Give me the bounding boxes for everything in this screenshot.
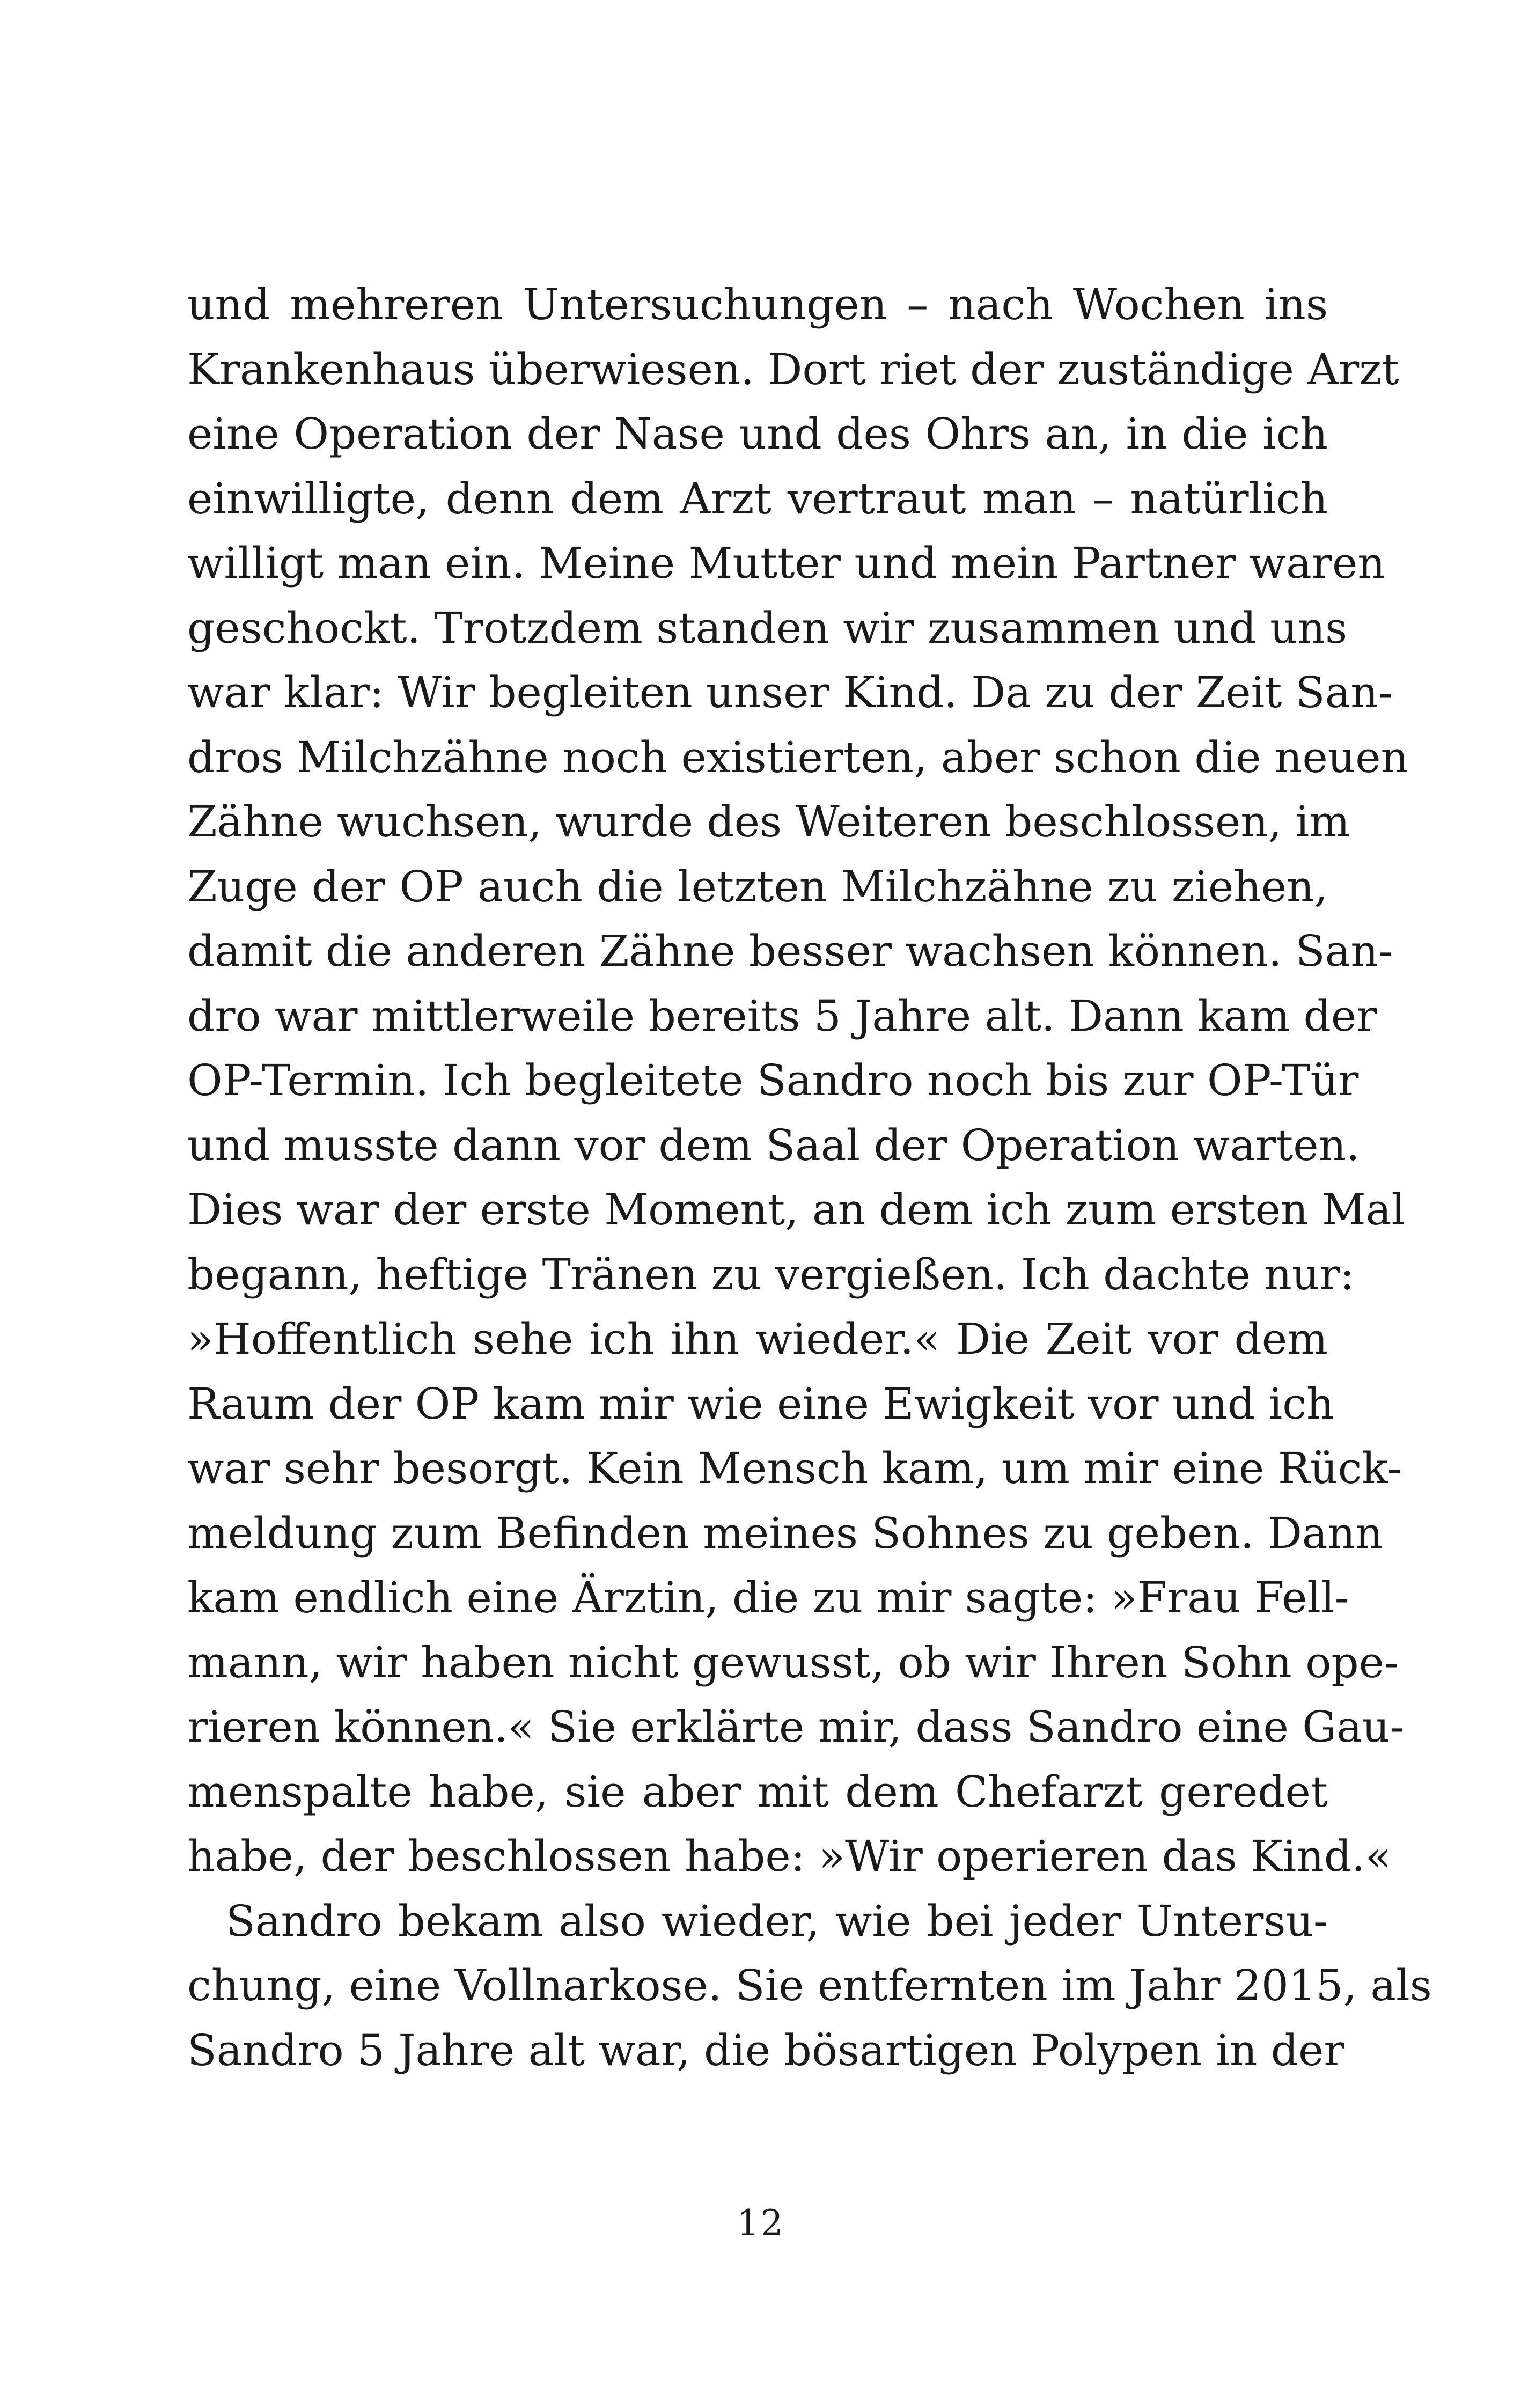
text-line: chung, eine Vollnarkose. Sie entfernten im Jahr 2015, als	[187, 1961, 1432, 2010]
text-line: und mehreren Untersuchungen – nach Wochen ins	[187, 280, 1328, 329]
body-text	[187, 273, 1432, 2083]
text-line: dro war mittlerweile bereits 5 Jahre alt. Dann kam der	[187, 990, 1377, 1041]
text-line: kam endlich eine Ärztin, die zu mir sagte: »Frau Fell-	[187, 1573, 1349, 1623]
text-line-paragraph-start: Sandro bekam also wieder, wie bei jeder Untersu-	[226, 1896, 1328, 1946]
text-line: Zuge der OP auch die letzten Milchzähne zu ziehen,	[187, 861, 1328, 912]
text-line: und musste dann vor dem Saal der Operation warten.	[187, 1120, 1360, 1170]
text-line: willigt man ein. Meine Mutter und mein Partner waren	[187, 538, 1385, 588]
text-line: Raum der OP kam mir wie eine Ewigkeit vor und ich	[187, 1378, 1334, 1429]
text-line: menspalte habe, sie aber mit dem Chefarzt geredet	[187, 1766, 1328, 1817]
text-line: habe, der beschlossen habe: »Wir operieren das Kind.«	[187, 1831, 1392, 1881]
text-line: Sandro 5 Jahre alt war, die bösartigen Polypen in der	[187, 2025, 1344, 2075]
page-number: 12	[737, 2203, 784, 2244]
text-line: »Hoffentlich sehe ich ihn wieder.« Die Zeit vor dem	[187, 1314, 1328, 1364]
text-line: Zähne wuchsen, wurde des Weiteren beschlossen, im	[187, 797, 1350, 847]
text-line: dros Milchzähne noch existierten, aber schon die neuen	[187, 732, 1409, 782]
text-line: OP-Termin. Ich begleitete Sandro noch bis zur OP-Tür	[187, 1055, 1359, 1105]
text-line: rieren können.« Sie erklärte mir, dass Sandro eine Gau-	[187, 1702, 1405, 1752]
text-line: begann, heftige Tränen zu vergießen. Ich dachte nur:	[187, 1249, 1355, 1300]
text-line: mann, wir haben nicht gewusst, ob wir Ihren Sohn ope-	[187, 1637, 1399, 1687]
text-line: eine Operation der Nase und des Ohrs an, in die ich	[187, 409, 1328, 459]
text-line: war klar: Wir begleiten unser Kind. Da zu der Zeit San-	[187, 667, 1393, 717]
text-line: einwilligte, denn dem Arzt vertraut man – natürlich	[187, 473, 1328, 524]
text-line: Krankenhaus überwiesen. Dort riet der zuständige Arzt	[187, 344, 1399, 394]
text-line: war sehr besorgt. Kein Mensch kam, um mir eine Rück-	[187, 1443, 1402, 1493]
text-line: geschockt. Trotzdem standen wir zusammen und uns	[187, 603, 1348, 653]
text-line: damit die anderen Zähne besser wachsen können. San-	[187, 926, 1393, 976]
text-line: meldung zum Befinden meines Sohnes zu geben. Dann	[187, 1508, 1383, 1558]
text-line: Dies war der erste Moment, an dem ich zum ersten Mal	[187, 1185, 1406, 1235]
